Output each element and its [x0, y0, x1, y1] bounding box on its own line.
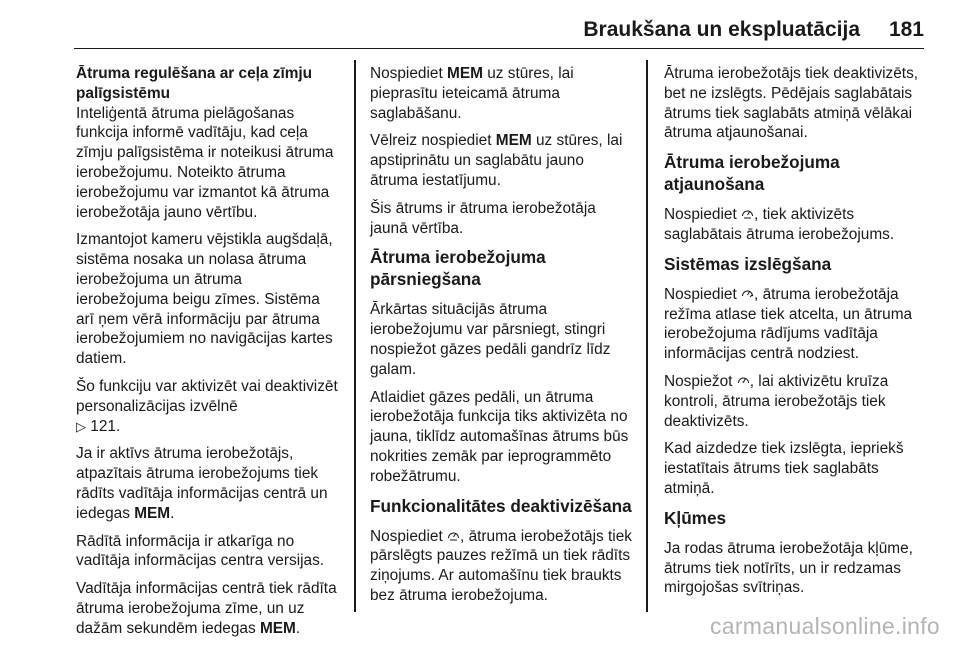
- column-1: [76, 64, 338, 647]
- paragraph: Ātruma ierobežotājs tiek deaktivizēts, bet ne izslēgts. Pēdējais saglabātais ātrums tiek saglabāts atmiņā vēlākai ātruma atjaunošanai.: [664, 65, 919, 142]
- paragraph: Šis ātrums ir ātruma ierobežotāja jaunā vērtība.: [370, 199, 596, 237]
- page-reference-link[interactable]: 121.: [90, 417, 121, 435]
- paragraph: Nospiediet MEM uz stūres, lai pieprasītu ieteicamā ātruma saglabāšanu.: [370, 65, 574, 122]
- column-2: [370, 64, 634, 614]
- subheading-speed-sign-assist: Ātruma regulēšana ar ceļa zīmju palīgsistēmu: [76, 65, 313, 102]
- column-3: [664, 64, 929, 606]
- paragraph: Ja rodas ātruma ierobežotāja kļūme, ātrums tiek notīrīts, un ir redzamas mirgojošas svītriņas.: [664, 539, 913, 597]
- paragraph: Inteliģentā ātruma pielāgošanas funkcija informē vadītāju, kad ceļa zīmju palīgsistēma ir noteikusi ātruma ierobežojumu. Noteikto ātruma ierobežojumu var izmantot kā ātruma ierobežotāja jauno vērtību.: [76, 104, 334, 221]
- watermark: carmanualsonline.info: [709, 613, 940, 639]
- speedometer-cancel-icon: [447, 527, 460, 547]
- section-heading-faults: Kļūmes: [664, 507, 727, 528]
- paragraph: Vēlreiz nospiediet MEM uz stūres, lai apstiprinātu un saglabātu jauno ātruma iestatījumu.: [370, 132, 623, 189]
- section-heading-exceeding: Ātruma ierobežojuma pārsniegšana: [370, 247, 546, 290]
- section-heading-restore: Ātruma ierobežojuma atjaunošana: [664, 152, 840, 195]
- paragraph: Kad aizdedze tiek izslēgta, iepriekš iestatītais ātrums tiek saglabāts atmiņā.: [664, 440, 904, 497]
- paragraph: Rādītā informācija ir atkarīga no vadītāja informācijas centra versijas.: [76, 532, 325, 570]
- column-divider-1: [354, 60, 356, 612]
- speed-limiter-icon: [741, 285, 754, 305]
- mem-label: MEM: [134, 504, 171, 522]
- chapter-title: Braukšana un ekspluatācija: [583, 18, 860, 41]
- paragraph: Ārkārtas situācijās ātruma ierobežojumu var pārsniegt, stingri nospiežot gāzes pedāli gandrīz līdz galam.: [370, 301, 611, 378]
- paragraph: Nospiežot , lai aktivizētu kruīza kontroli, ātruma ierobežotājs tiek deaktivizēts.: [664, 372, 889, 430]
- paragraph: Izmantojot kameru vējstikla augšdaļā, sistēma nosaka un nolasa ātruma ierobežojuma un ātruma ierobežojuma beigu zīmes. Sistēma arī ņem vērā informāciju par ātruma ierobežojumiem no navigācijas kartes datiem.: [76, 231, 333, 368]
- column-divider-2: [646, 60, 648, 612]
- paragraph: Atlaidiet gāzes pedāli, un ātruma ierobežotāja funkcija tiks aktivizēta no jauna, tiklīdz automašīnas ātrums būs nokrities zemāk par ieprogrammēto robežātrumu.: [370, 388, 629, 485]
- paragraph: Nospiediet , ātruma ierobežotājs tiek pārslēgts pauzes režīmā un tiek rādīts ziņojums. Ar automašīnu tiek braukts bez ātruma ierobežojuma.: [370, 527, 632, 604]
- mem-label: MEM: [259, 619, 296, 637]
- mem-label: MEM: [495, 132, 532, 150]
- arrow-reference-icon: ▷: [76, 418, 86, 434]
- paragraph: Šo funkciju var aktivizēt vai deaktivizēt personalizācijas izvēlnē ▷ 121.: [76, 377, 338, 435]
- paragraph: Vadītāja informācijas centrā tiek rādīta ātruma ierobežojuma zīme, un uz dažām sekundēm iedegas MEM.: [76, 580, 337, 637]
- page-number: 181: [888, 18, 924, 41]
- cruise-control-icon: [737, 372, 750, 392]
- speedometer-cancel-icon: [741, 205, 754, 225]
- mem-label: MEM: [447, 65, 483, 82]
- paragraph: Ja ir aktīvs ātruma ierobežotājs, atpazītais ātruma ierobežojums tiek rādīts vadītāja informācijas centrā un iedegas MEM.: [76, 445, 328, 522]
- paragraph: Nospiediet , ātruma ierobežotāja režīma atlase tiek atcelta, un ātruma ierobežojuma rādījums vadītāja informācijas centrā nodziest.: [664, 285, 913, 363]
- page-header: [74, 18, 924, 49]
- paragraph: Nospiediet , tiek aktivizēts saglabātais ātruma ierobežojums.: [664, 206, 895, 243]
- section-heading-deactivation: Funkcionalitātes deaktivizēšana: [370, 495, 632, 516]
- section-heading-system-off: Sistēmas izslēgšana: [664, 253, 832, 274]
